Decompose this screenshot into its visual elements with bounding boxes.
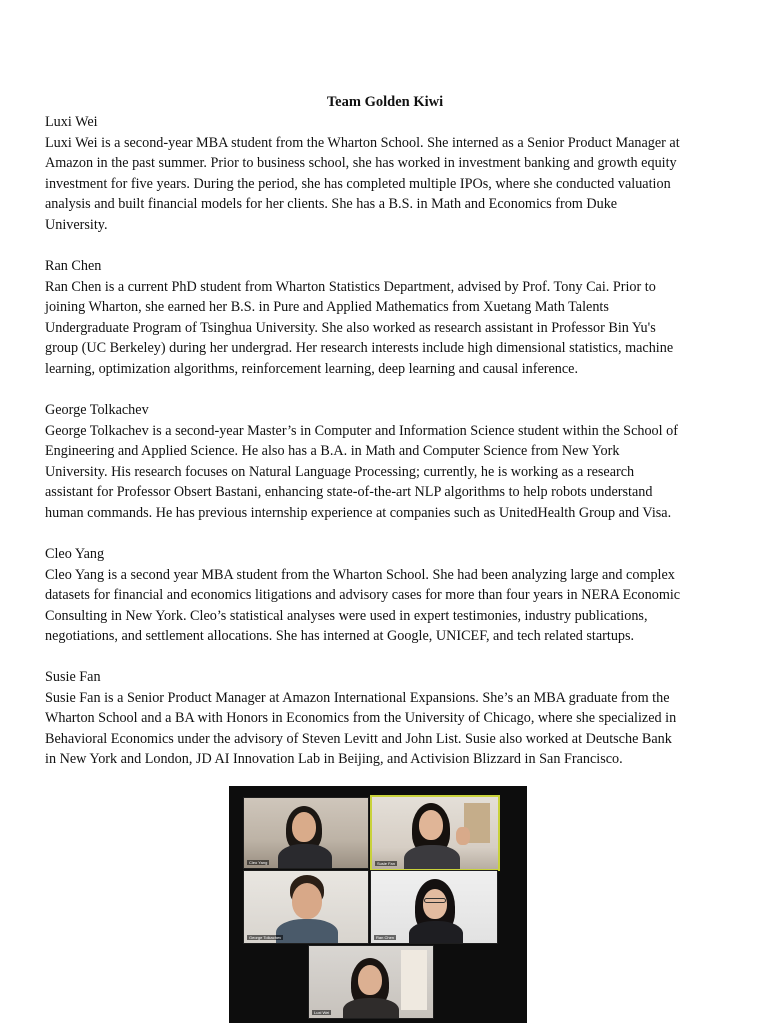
tile-label: George Tolkachev <box>249 935 282 940</box>
tile-label: Cleo Yang <box>249 860 268 865</box>
bio-line: Cleo Yang is a second year MBA student from the Wharton School. She had been analyzing large and complex <box>45 566 675 583</box>
bio-line: joining Wharton, she earned her B.S. in Pure and Applied Mathematics from Xuetang Math Talents <box>45 299 609 316</box>
video-tile-george-tolkachev <box>243 870 369 944</box>
bio-line: group (UC Berkeley) during her undergrad. Her research interests include high dimensional statistics, machine <box>45 340 674 357</box>
member-bio-george-tolkachev <box>45 400 735 524</box>
bio-line: learning, optimization algorithms, reinforcement learning, deep learning and causal inference. <box>45 360 579 377</box>
team-video-call-photo <box>229 786 527 1023</box>
bio-line: assistant for Professor Obsert Bastani, enhancing state-of-the-art NLP algorithms to help robots understand <box>45 484 653 501</box>
bio-line: Amazon in the past summer. Prior to business school, she has worked in investment banking and growth equity <box>45 155 677 172</box>
bio-line: Consulting in New York. Cleo’s statistical analyses were used in expert testimonies, industry publications, <box>45 607 648 624</box>
video-tile-ran-chen <box>370 870 498 944</box>
bio-line: George Tolkachev is a second-year Master’s in Computer and Information Science student within the School of <box>45 422 678 439</box>
bio-line: negotiations, and settlement allocations. She has interned at Google, UNICEF, and tech related startups. <box>45 628 635 645</box>
member-name: George Tolkachev <box>45 402 149 418</box>
bio-line: Ran Chen is a current PhD student from Wharton Statistics Department, advised by Prof. Tony Cai. Prior to <box>45 278 656 295</box>
tile-label: Luxi Wei <box>314 1010 330 1015</box>
bio-line: datasets for financial and economics litigations and advisory cases for more than four years in NERA Economic <box>45 587 681 604</box>
bio-line: investment for five years. During the period, she has completed multiple IPOs, where she conducted valuation <box>45 175 671 192</box>
bio-line: Undergraduate Program of Tsinghua University. She also worked as research assistant in Professor Bin Yu's <box>45 319 656 336</box>
member-bio-ran-chen <box>45 256 735 380</box>
video-tile-susie-fan <box>370 795 500 871</box>
video-tile-cleo-yang <box>243 797 369 869</box>
bio-line: Susie Fan is a Senior Product Manager at Amazon International Expansions. She’s an MBA graduate from the <box>45 689 670 706</box>
member-bio-luxi-wei <box>45 112 735 236</box>
bio-line: Engineering and Applied Science. He also has a B.A. in Math and Computer Science from New York <box>45 443 620 460</box>
bio-line: in New York and London, JD AI Innovation Lab in Beijing, and Activision Blizzard in San Francisco. <box>45 751 623 768</box>
member-bio-cleo-yang <box>45 544 735 647</box>
tile-label: Susie Fan <box>377 861 396 866</box>
member-name: Luxi Wei <box>45 114 98 130</box>
video-tile-luxi-wei <box>308 945 434 1019</box>
bio-line: University. His research focuses on Natural Language Processing; currently, he is working as a research <box>45 463 635 480</box>
bio-line: human commands. He has previous internship experience at companies such as UnitedHealth Group and Visa. <box>45 504 672 521</box>
bio-line: analysis and built financial models for her clients. She has a B.S. in Math and Economics from Duke <box>45 196 618 213</box>
member-bio-susie-fan <box>45 667 735 770</box>
bio-line: University. <box>45 216 108 233</box>
bio-line: Behavioral Economics under the advisory of Steven Levitt and John List. Susie also worked at Deutsche Bank <box>45 730 672 747</box>
document-title: Team Golden Kiwi <box>326 94 444 110</box>
bio-line: Wharton School and a BA with Honors in Economics from the University of Chicago, where she specialized in <box>45 710 677 727</box>
member-name: Susie Fan <box>45 669 101 685</box>
bio-line: Luxi Wei is a second-year MBA student from the Wharton School. She interned as a Senior Product Manager at <box>45 134 680 151</box>
member-name: Cleo Yang <box>45 546 105 562</box>
tile-label: Ran Chen <box>376 935 395 940</box>
member-name: Ran Chen <box>45 258 102 274</box>
